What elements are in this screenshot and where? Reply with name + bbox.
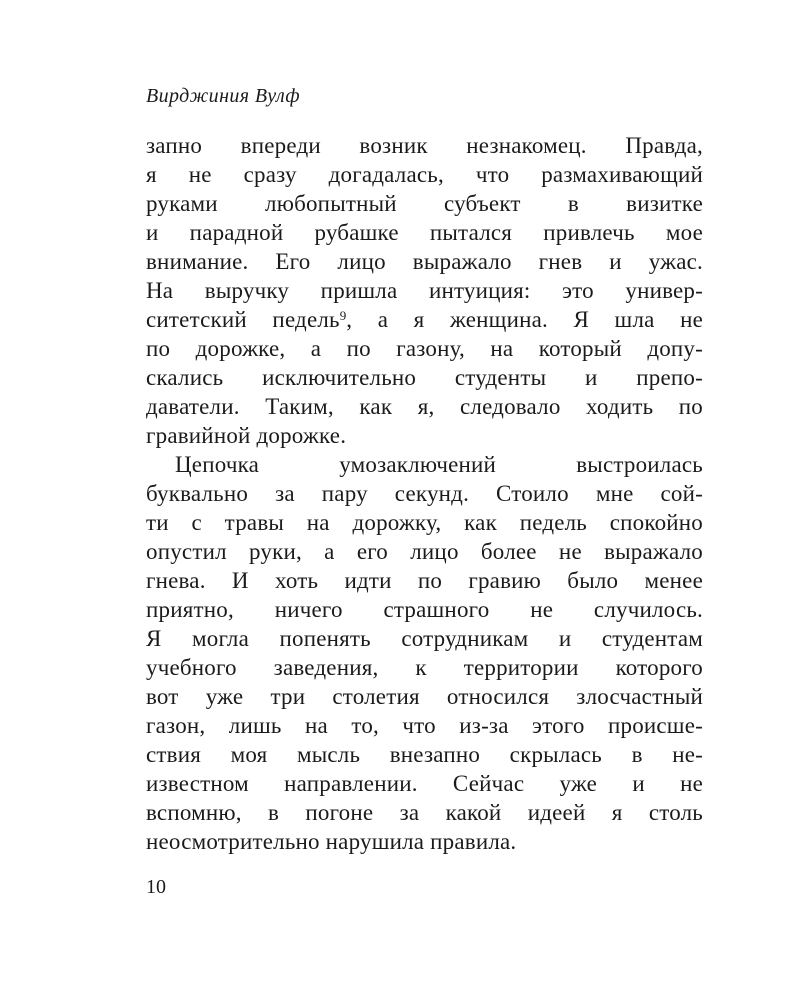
page-number: 10 xyxy=(146,876,166,898)
text-line: неосмотрительно нарушила правила. xyxy=(146,829,517,854)
footnote-ref: 9 xyxy=(339,308,347,323)
text-line: На выручку пришла интуиция: это универ- xyxy=(146,278,703,303)
text-line: известном направлении. Сейчас уже и не xyxy=(146,771,703,796)
text-line: опустил руки, а его лицо более не выражало xyxy=(146,539,703,564)
text-line: Цепочка умозаключений выстроилась xyxy=(175,452,703,477)
text-line: вспомню, в погоне за какой идеей я столь xyxy=(146,800,703,825)
text-line: Я могла попенять сотрудникам и студентам xyxy=(146,626,703,651)
text-line: ти с травы на дорожку, как педель спокойно xyxy=(146,510,703,535)
text-column xyxy=(146,84,703,899)
text-line: даватели. Таким, как я, следовало ходить по xyxy=(146,394,703,419)
text-line: запно впереди возник незнакомец. Правда, xyxy=(146,133,703,158)
footnote-line-post: , а я женщина. Я шла не xyxy=(346,307,703,332)
footnote-line-pre: ситетский педель xyxy=(146,307,340,332)
text-line: внимание. Его лицо выражало гнев и ужас. xyxy=(146,249,703,274)
text-line: и парадной рубашке пытался привлечь мое xyxy=(146,220,703,245)
text-line: я не сразу догадалась, что размахивающий xyxy=(146,162,703,187)
text-line: руками любопытный субъект в визитке xyxy=(146,191,703,216)
text-line: газон, лишь на то, что из-за этого происше- xyxy=(146,713,703,738)
text-line: гравийной дорожке. xyxy=(146,423,347,448)
text-line: вот уже три столетия относился злосчастный xyxy=(146,684,703,709)
text-line: ствия моя мысль внезапно скрылась в не- xyxy=(146,742,703,767)
text-line-with-footnote xyxy=(146,305,703,334)
running-header: Вирджиния Вулф xyxy=(146,85,300,107)
text-line: скались исключительно студенты и препо- xyxy=(146,365,703,390)
text-line: гнева. И хоть идти по гравию было менее xyxy=(146,568,703,593)
page-body xyxy=(146,131,703,856)
text-line: приятно, ничего страшного не случилось. xyxy=(146,597,703,622)
text-line: буквально за пару секунд. Стоило мне сой- xyxy=(146,481,703,506)
text-line: по дорожке, а по газону, на который допу- xyxy=(146,336,703,361)
text-line: учебного заведения, к территории которого xyxy=(146,655,703,680)
